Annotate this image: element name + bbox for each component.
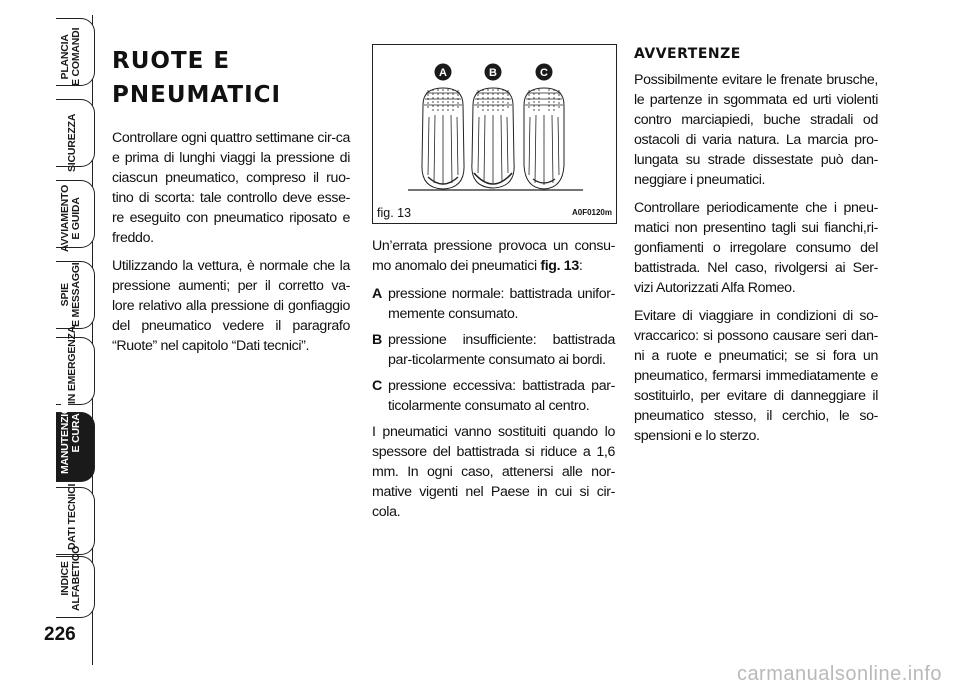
title-line-1: RUOTE E — [112, 48, 231, 74]
watermark: carmanualsonline.info — [736, 663, 942, 685]
list-item-text: pressione normale: battistrada unifor-memente consumato. — [388, 286, 615, 322]
tyre-c — [524, 88, 564, 189]
figure-caption: fig. 13 — [377, 206, 412, 220]
intro-text: Un’errata pressione provoca un consu-mo anomalo dei pneumatici — [372, 238, 615, 274]
tyre-b — [472, 88, 514, 188]
title-line-2: PNEUMATICI — [112, 82, 282, 108]
page-number: 226 — [44, 624, 76, 645]
figure-code: A0F0120m — [571, 208, 612, 217]
tab-label-indice: INDICE ALFABETICO — [59, 545, 82, 611]
tab-label-spie: SPIE E MESSAGGI — [59, 262, 82, 327]
badge-a-text: A — [439, 67, 447, 79]
tab-label-sicurezza: SICUREZZA — [66, 113, 78, 172]
badge-c-text: C — [540, 67, 548, 79]
list-item-letter: A — [372, 286, 382, 302]
middle-paragraph: I pneumatici vanno sostituiti quando lo spessore del battistrada si riduce a 1,6 mm. In ogni caso, attenersi alle nor-mative vigenti nel Paese in cui si cir-cola. — [372, 424, 615, 520]
badge-b-text: B — [489, 67, 497, 79]
tab-label-emergenza: IN EMERGENZA — [66, 325, 78, 404]
tab-label-manutenzione: MANUTENZIONE E CURA — [59, 391, 82, 474]
list-item-b — [372, 330, 615, 370]
list-item-c — [372, 376, 615, 416]
tyre-a — [422, 88, 464, 189]
figure-reference[interactable]: fig. 13 — [540, 258, 579, 274]
right-column — [634, 44, 878, 454]
middle-column — [372, 236, 615, 530]
left-column — [112, 44, 350, 364]
middle-intro — [372, 236, 615, 276]
left-paragraph-1: Controllare ogni quattro settimane cir-ca e prima di lunghi viaggi la pressione di ciascun pneumatico, compreso il ruo-tino di scorta: tale controllo deve esse-re eseguito con pneumatico riposato e freddo. — [112, 130, 350, 246]
intro-end: : — [578, 258, 583, 274]
right-paragraph-3: Evitare di viaggiare in condizioni di so-vraccarico: si possono causare seri dan-ni a ruote e pneumatici; se si fora un pneumatico, fermarsi immediatamente e sostituirlo, per evitare di danneggiare il pneumatico stesso, il cerchio, le so-spensioni e lo sterzo. — [634, 308, 878, 444]
tab-label-avviamento: AVVIAMENTO E GUIDA — [59, 184, 82, 252]
tab-label-dati-tecnici: DATI TECNICI — [66, 483, 78, 550]
tyre-wear-illustration — [373, 45, 616, 205]
right-paragraph-2: Controllare periodicamente che i pneu-matici non presentino tagli sui fianchi,ri-gonfiamenti o irregolare consumo del battistrada. Nel caso, rivolgersi ai Ser-vizi Autorizzati Alfa Romeo. — [634, 200, 878, 296]
list-item-text: pressione insufficiente: battistrada par-ticolarmente consumato ai bordi. — [388, 332, 615, 368]
warnings-heading: AVVERTENZE — [634, 46, 741, 62]
tab-label-plancia: PLANCIA E COMANDI — [59, 27, 82, 86]
list-item-letter: B — [372, 332, 382, 348]
section-title — [112, 44, 350, 112]
left-paragraph-2: Utilizzando la vettura, è normale che la pressione aumenti; per il corretto va-lore relativo alla pressione di gonfiaggio del pneumatico vedere il paragrafo “Ruote” nel capitolo “Dati tecnici”. — [112, 258, 350, 354]
right-paragraph-1: Possibilmente evitare le frenate brusche, le partenze in sgommata ed urti violenti contro marciapiedi, buche stradali od ostacoli di varia natura. La marcia pro-lungata su strade dissestate può dan-neggiare i pneumatici. — [634, 72, 878, 188]
list-item-a — [372, 284, 615, 324]
figure-tyre-wear — [372, 44, 617, 224]
list-item-text: pressione eccessiva: battistrada par-ticolarmente consumato al centro. — [388, 378, 615, 414]
list-item-letter: C — [372, 378, 382, 394]
